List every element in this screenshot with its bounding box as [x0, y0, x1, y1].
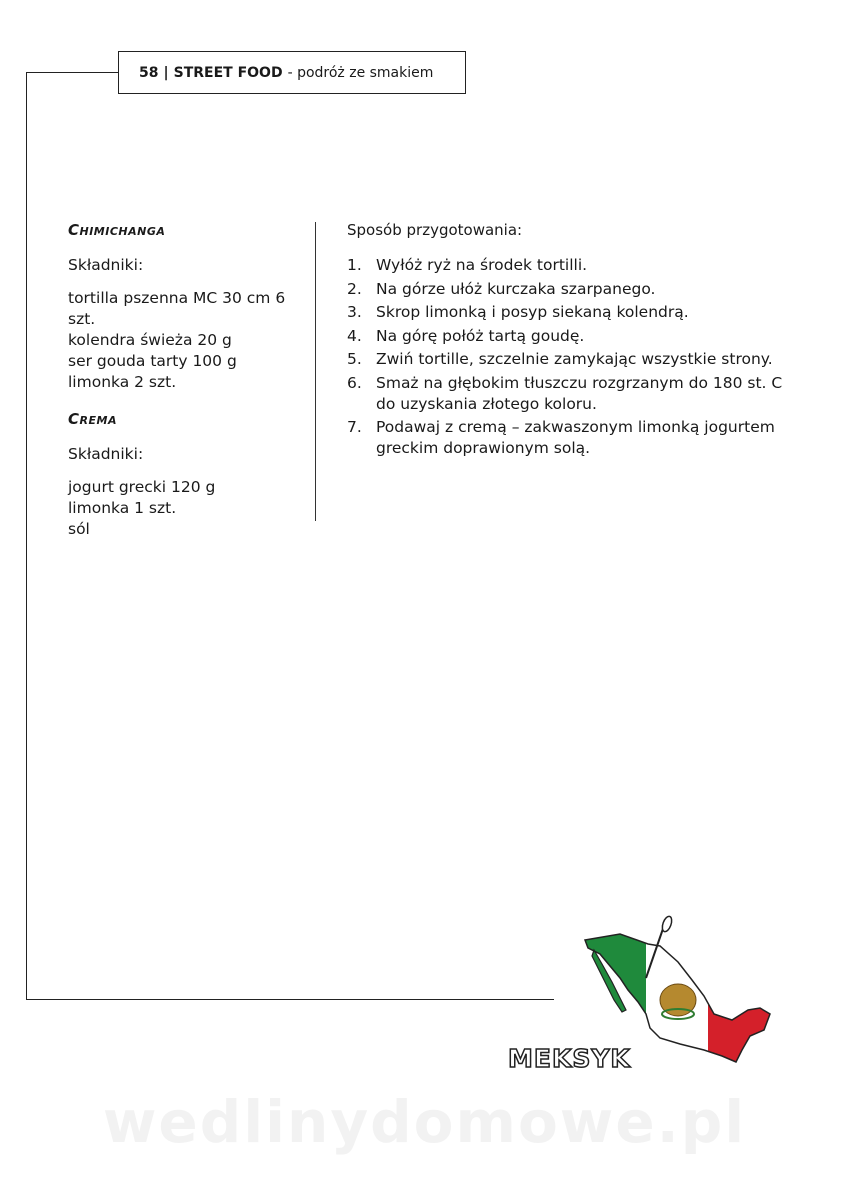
crema-ingredients-heading: Składniki:	[68, 445, 144, 463]
header-title: STREET FOOD	[173, 64, 283, 81]
page-number: 58	[139, 64, 159, 81]
step-text: Na górze ułóż kurczaka szarpanego.	[376, 279, 656, 298]
header-subtitle: - podróż ze smakiem	[287, 64, 434, 81]
recipe-title: Chimichanga	[68, 221, 166, 239]
ingredient-item: limonka 2 szt.	[68, 373, 177, 391]
ingredient-item: ser gouda tarty 100 g	[68, 352, 237, 370]
step-number: 6.	[347, 373, 362, 392]
step-number: 3.	[347, 303, 362, 321]
method-step	[347, 417, 787, 459]
step-text: Na górę połóż tartą goudę.	[376, 326, 585, 345]
step-text: Smaż na głębokim tłuszczu rozgrzanym do 180 st. C do uzyskania złotego koloru.	[376, 373, 783, 413]
ingredients-column	[68, 220, 300, 540]
step-number: 2.	[347, 279, 362, 298]
method-step	[347, 349, 787, 370]
frame-line-top	[26, 72, 119, 73]
crema-title: Crema	[68, 410, 117, 428]
step-number: 1.	[347, 256, 362, 274]
skewer-icon	[636, 912, 686, 984]
crema-ingredients-list	[68, 477, 300, 540]
step-text: Skrop limonką i posyp siekaną kolendrą.	[376, 303, 689, 321]
method-step	[347, 373, 787, 415]
step-text: Podawaj z cremą – zakwaszonym limonką jogurtem greckim doprawionym solą.	[376, 418, 775, 457]
method-step	[347, 255, 787, 276]
frame-line-bottom	[26, 999, 554, 1000]
page-header	[118, 51, 466, 94]
country-label: MEKSYK	[508, 1044, 631, 1073]
frame-line-left	[26, 72, 27, 1000]
ingredient-item: jogurt grecki 120 g	[68, 478, 216, 496]
method-step	[347, 302, 787, 323]
ingredient-item: limonka 1 szt.	[68, 499, 177, 517]
method-steps	[347, 255, 787, 459]
watermark: wedlinydomowe.pl	[102, 1088, 747, 1156]
method-heading: Sposób przygotowania:	[347, 221, 523, 239]
ingredients-list	[68, 288, 300, 393]
method-step	[347, 279, 787, 300]
ingredient-item: tortilla pszenna MC 30 cm 6 szt.	[68, 289, 286, 328]
step-text: Zwiń tortille, szczelnie zamykając wszystkie strony.	[376, 350, 773, 368]
ingredient-item: sól	[68, 520, 90, 538]
column-divider	[315, 222, 316, 521]
method-step	[347, 326, 787, 347]
step-text: Wyłóż ryż na środek tortilli.	[376, 256, 588, 274]
ingredient-item: kolendra świeża 20 g	[68, 331, 232, 349]
step-number: 7.	[347, 418, 362, 436]
method-column	[347, 220, 787, 462]
step-number: 4.	[347, 326, 362, 345]
ingredients-heading: Składniki:	[68, 256, 144, 274]
header-separator: |	[163, 64, 169, 81]
step-number: 5.	[347, 350, 362, 368]
